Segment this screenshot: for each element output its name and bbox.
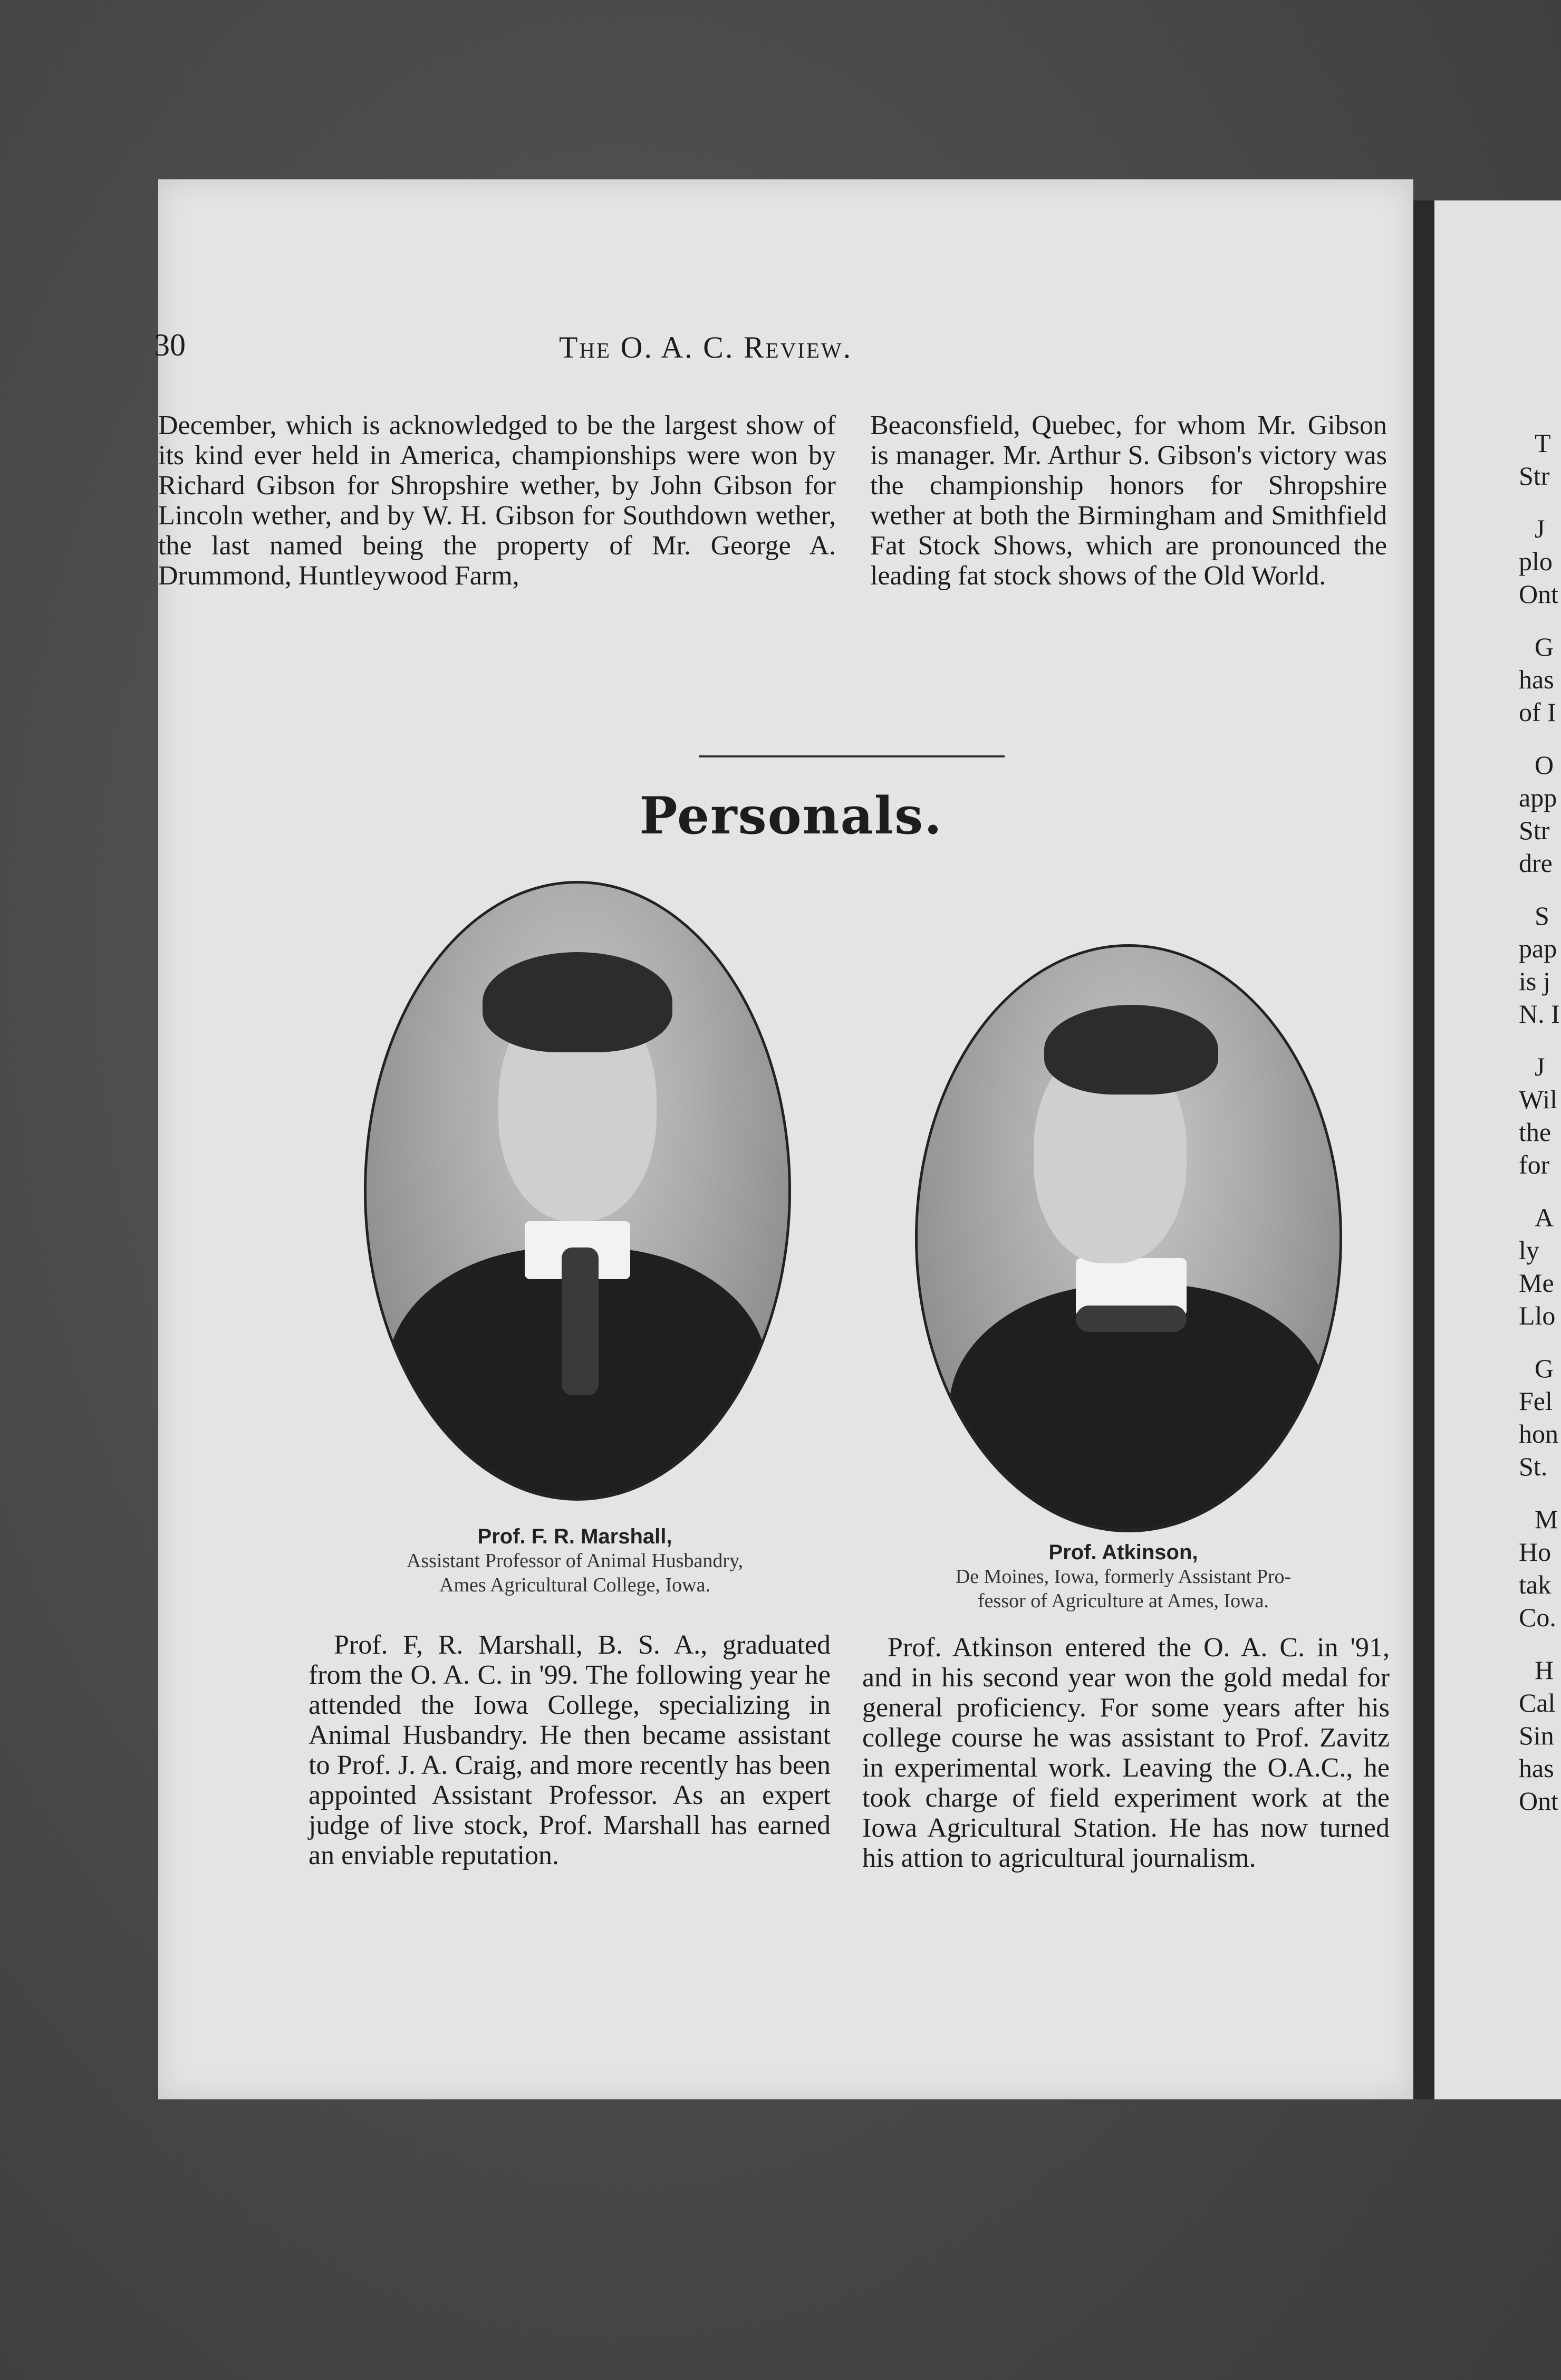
facing-page-fragment: has (1519, 1753, 1554, 1783)
facing-page-fragment: Cal (1519, 1688, 1556, 1717)
facing-page-fragment: of I (1519, 697, 1556, 727)
caption-name: Prof. Atkinson, (1048, 1541, 1198, 1564)
caption-line: Assistant Professor of Animal Husbandry, (406, 1550, 744, 1572)
facing-page-fragment: Llo (1519, 1301, 1556, 1330)
bio-atkinson: Prof. Atkinson entered the O. A. C. in '91, and in his second year won the gold medal for general proficiency. For some years after his college course he was assistant to Prof. Zavitz in experimental work. Leaving the O.A.C., he took charge of field experiment work at the Iowa Agricultural Station. He has now turned his attion to agricultural journalism. (862, 1633, 1390, 1873)
facing-page (1434, 200, 1561, 2099)
facing-page-fragment: has (1519, 665, 1554, 694)
portrait-bow-tie (1076, 1306, 1187, 1332)
facing-page-fragment: O (1535, 750, 1554, 780)
facing-page-fragment: N. I (1519, 999, 1560, 1029)
facing-page-fragment: Ho (1519, 1537, 1552, 1567)
section-heading: Personals. (639, 786, 943, 846)
caption-line: Ames Agricultural College, Iowa. (439, 1574, 710, 1596)
page-number: 30 (154, 328, 186, 362)
facing-page-fragment: dre (1519, 848, 1553, 878)
facing-page-fragment: G (1535, 1354, 1554, 1383)
book-gutter (1413, 200, 1434, 2099)
section-divider (699, 755, 1005, 757)
running-head: The O. A. C. Review. (559, 330, 853, 364)
facing-page-fragment: A (1535, 1203, 1554, 1232)
facing-page-fragment: G (1535, 632, 1554, 661)
facing-page-fragment: Wil (1519, 1085, 1557, 1114)
facing-page-fragment: ly (1519, 1235, 1539, 1265)
facing-page-fragment: Co. (1519, 1602, 1556, 1632)
facing-page-fragment: is j (1519, 966, 1550, 996)
facing-page-fragment: Me (1519, 1268, 1554, 1298)
facing-page-fragment: tak (1519, 1570, 1552, 1599)
article-column-right (870, 410, 1387, 591)
facing-page-fragment: St. (1519, 1452, 1548, 1481)
facing-page-fragment: S (1535, 901, 1549, 930)
facing-page-fragment: H (1535, 1655, 1554, 1685)
portrait-hair (483, 952, 672, 1052)
facing-page-fragment: J (1535, 1052, 1545, 1081)
facing-page-fragment: Sin (1519, 1721, 1554, 1750)
facing-page-fragment: T (1535, 428, 1551, 458)
facing-page-fragment: J (1535, 514, 1545, 543)
facing-page-fragment: app (1519, 783, 1557, 812)
facing-page-fragment: Fel (1519, 1386, 1553, 1416)
bio-column-right (862, 1633, 1390, 1873)
facing-page-fragment: for (1519, 1150, 1550, 1179)
caption-line: fessor of Agriculture at Ames, Iowa. (978, 1590, 1269, 1612)
facing-page-fragment: plo (1519, 546, 1553, 576)
article-paragraph: Beaconsfield, Quebec, for whom Mr. Gibson is manager. Mr. Arthur S. Gibson's victory was the championship honors for Shropshire wether at both the Birmingham and Smithfield Fat Stock Shows, which are pronounced the leading fat stock shows of the Old World. (870, 410, 1387, 591)
article-paragraph: December, which is acknowledged to be the largest show of its kind ever held in America, championships were won by Richard Gibson for Shropshire wether, by John Gibson for Lincoln wether, and by W. H. Gibson for Southdown wether, the last named being the property of Mr. George A. Drummond, Huntleywood Farm, (158, 410, 836, 591)
facing-page-fragment: pap (1519, 934, 1557, 963)
caption-name: Prof. F. R. Marshall, (477, 1525, 672, 1548)
portrait-atkinson (915, 944, 1342, 1532)
portrait-marshall (364, 881, 791, 1501)
facing-page-fragment: Ont (1519, 579, 1558, 609)
bio-column-left (309, 1630, 831, 1870)
caption-marshall (306, 1524, 844, 1597)
facing-page-fragment: M (1535, 1504, 1558, 1534)
caption-atkinson (865, 1540, 1382, 1613)
caption-line: De Moines, Iowa, formerly Assistant Pro- (955, 1566, 1292, 1588)
bio-marshall: Prof. F, R. Marshall, B. S. A., graduated from the O. A. C. in '99. The following year he attended the Iowa College, specializing in Animal Husbandry. He then became assistant to Prof. J. A. Craig, and more recently has been appointed Assistant Professor. As an expert judge of live stock, Prof. Marshall has earned an enviable reputation. (309, 1630, 831, 1870)
facing-page-fragment: Str (1519, 815, 1550, 845)
facing-page-fragment: hon (1519, 1419, 1558, 1448)
facing-page-fragment: Str (1519, 461, 1550, 491)
facing-page-fragment: Ont (1519, 1786, 1558, 1816)
portrait-tie (562, 1247, 599, 1395)
portrait-hair (1044, 1005, 1218, 1095)
article-column-left (158, 410, 836, 591)
facing-page-fragment: the (1519, 1117, 1552, 1147)
